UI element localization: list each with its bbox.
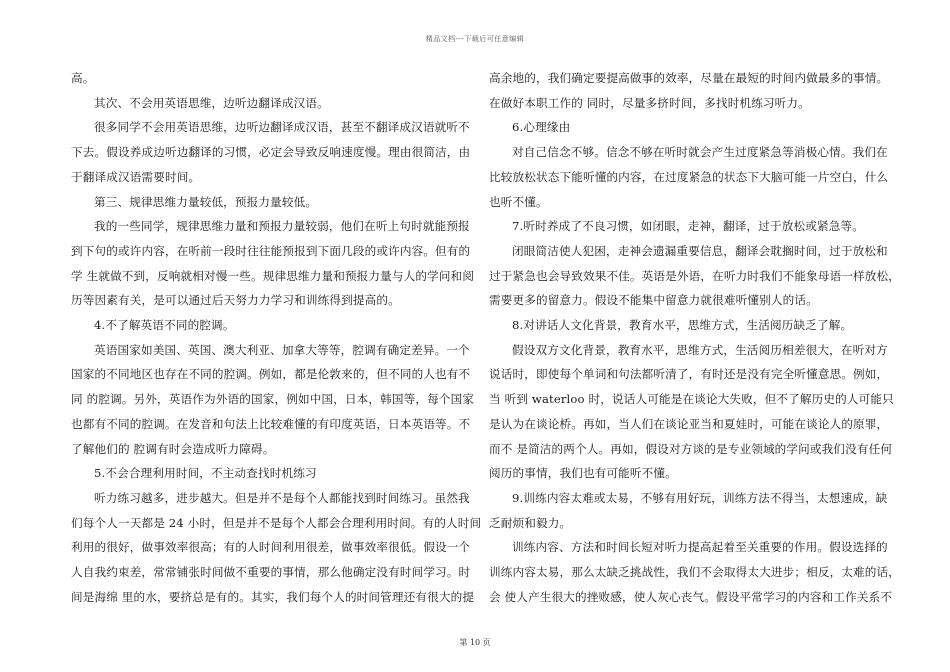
text-line: 需要更多的留意力。假设不能集中留意力就很难听懂别人的话。 bbox=[489, 293, 818, 308]
page-number: 第 10 页 bbox=[459, 638, 491, 647]
text-line: 高。 bbox=[71, 71, 95, 85]
text-line: 于翻译成汉语需要时间。 bbox=[71, 169, 201, 184]
text-line: 8.对讲话人文化背景，教育水平，思维方式，生活阅历缺乏了解。 bbox=[512, 318, 853, 333]
text-line: 我的一些同学，规律思维力量和预报力量较弱，他们在听上句时就能预报 bbox=[94, 219, 470, 234]
text-line: 乏耐烦和毅力。 bbox=[489, 515, 572, 530]
text-line: 当 听到 waterloo 时，说话人可能是在谈论大失败，但不了解历史的人可能只 bbox=[489, 392, 894, 407]
text-line: 了解他们的 腔调有时会造成听力障碍。 bbox=[71, 441, 275, 456]
text-line: 是认为在谈论桥。再如，当人们在谈论亚当和夏娃时，可能在谈论人的原罪， bbox=[489, 416, 889, 431]
text-line: 7.听时养成了不良习惯，如闭眼，走神，翻译，过于放松或紧急等。 bbox=[512, 219, 864, 234]
text-line: 也都有不同的腔调。在发音和句法上比较难懂的有印度英语，日本英语等。不 bbox=[71, 416, 471, 431]
text-line: 历等因素有关，是可以通过后天努力力学习和训练得到提高的。 bbox=[71, 293, 400, 308]
text-line: 而不 是简洁的两个人。再如，假设对方谈的是专业领域的学问或我们没有任何 bbox=[489, 441, 893, 456]
text-line: 对自己信念不够。信念不够在听时就会产生过度紧急等消极心情。我们在 bbox=[512, 145, 888, 160]
text-line: 也听不懂。 bbox=[489, 194, 548, 209]
text-line: 同 的腔调。另外，英语作为外语的国家，例如中国，日本，韩国等，每个国家 bbox=[71, 392, 475, 407]
text-line: 6.心理缘由 bbox=[512, 120, 571, 135]
text-line: 会 使人产生很大的挫败感，使人灰心丧气。假设平常学习的内容和工作关系不 bbox=[489, 589, 893, 604]
text-line: 国家的不同地区也存在不同的腔调。例如，都是伦敦来的，但不同的人也有不 bbox=[71, 367, 471, 382]
text-line: 训练内容太易，那么太缺乏挑战性，我们不会取得太大进步；相反，太难的话， bbox=[489, 565, 901, 580]
text-line: 闭眼简洁使人犯困，走神会遗漏重要信息，翻译会耽搁时间，过于放松和 bbox=[512, 243, 888, 258]
text-line: 说话时，即使每个单词和句法都听清了，有时还是没有完全听懂意思。例如， bbox=[489, 367, 889, 382]
left-text-column bbox=[71, 66, 482, 609]
text-line: 阅历的事情，我们也有可能听不懂。 bbox=[489, 466, 677, 481]
text-line: 其次、不会用英语思维，边听边翻译成汉语。 bbox=[94, 95, 329, 110]
text-line: 利用的很好，做事效率很高；有的人时间利用很差，做事效率很低。假设一个 bbox=[71, 540, 471, 555]
text-line: 英语国家如美国、英国、澳大利亚、加拿大等等，腔调有确定差异。一个 bbox=[94, 342, 470, 357]
text-line: 很多同学不会用英语思维，边听边翻译成汉语，甚至不翻译成汉语就听不 bbox=[94, 120, 470, 135]
text-line: 比较放松状态下能听懂的内容，在过度紧急的状态下大脑可能一片空白，什么 bbox=[489, 169, 889, 184]
text-line: 第三、规律思维力量较低，预报力量较低。 bbox=[94, 194, 318, 209]
text-line: 在做好本职工作的 同时，尽量多挤时间，多找时机练习听力。 bbox=[489, 95, 810, 110]
text-line: 高余地的，我们确定要提高做事的效率，尽量在最短的时间内做最多的事情。 bbox=[489, 71, 889, 85]
text-line: 下去。假设养成边听边翻译的习惯，必定会导致反响速度慢。理由很简洁，由 bbox=[71, 145, 471, 160]
text-line: 到下句的或许内容，在听前一段时往往能预报到下面几段的或许内容。但有的 bbox=[71, 243, 471, 258]
text-line: 们每个人一天都是 24 小时，但是并不是每个人都会合理利用时间。有的人时间 bbox=[71, 515, 482, 530]
text-line: 训练内容、方法和时间长短对听力提高起着至关重要的作用。假设选择的 bbox=[512, 540, 888, 555]
text-line: 人自我约束差，常常铺张时间做不重要的事情，那么他确定没有时间学习。时 bbox=[71, 565, 471, 580]
text-line: 4.不了解英语不同的腔调。 bbox=[94, 318, 235, 333]
text-line: 学 生就做不到，反响就相对慢一些。规律思维力量和预报力量与人的学问和阅 bbox=[71, 268, 475, 283]
text-line: 9.训练内容太难或太易，不够有用好玩，训练方法不得当，太想速成，缺 bbox=[512, 490, 888, 505]
text-line: 5.不会合理利用时间，不主动查找时机练习 bbox=[94, 466, 317, 481]
text-line: 间是海绵 里的水，要挤总是有的。其实，我们每个人的时间管理还有很大的提 bbox=[71, 589, 475, 604]
text-line: 假设双方文化背景，教育水平，思维方式，生活阅历相差很大，在听对方 bbox=[512, 342, 888, 357]
text-line: 听力练习越多，进步越大。但是并不是每个人都能找到时间练习。虽然我 bbox=[94, 490, 470, 505]
right-text-column bbox=[489, 66, 901, 609]
page-header: 精品文档---下载后可任意编辑 bbox=[425, 35, 525, 43]
text-line: 过于紧急也会导致效果不佳。英语是外语，在听力时我们不能象母语一样放松， bbox=[489, 268, 901, 283]
